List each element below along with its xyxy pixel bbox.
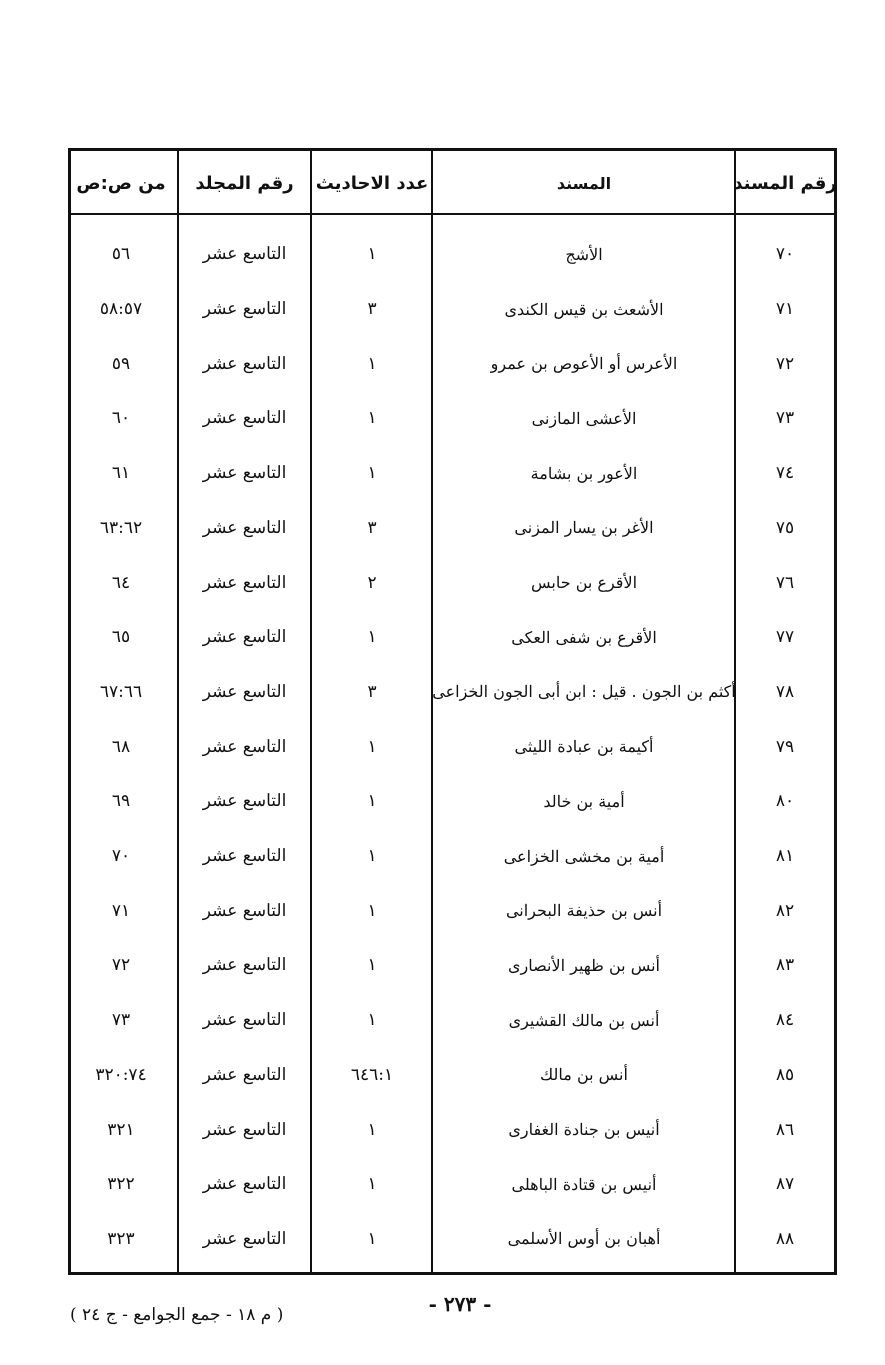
cell-musnad-number: ٧٨ xyxy=(775,681,795,702)
cell-musnad-number: ٨٨ xyxy=(775,1228,795,1249)
cell-volume: التاسع عشر xyxy=(202,353,287,374)
cell-musnad-name: الأقرع بن شفى العكى xyxy=(511,627,657,647)
cell-pages: ٦٧:٦٦ xyxy=(99,681,143,702)
cell-hadith-count: ١ xyxy=(367,627,377,648)
cell-hadith-count: ١ xyxy=(367,1174,377,1195)
cell-volume: التاسع عشر xyxy=(202,1119,287,1140)
cell-musnad-number: ٨٢ xyxy=(775,900,795,921)
cell-musnad-number: ٧٣ xyxy=(775,408,795,429)
cell-musnad-number: ٧١ xyxy=(775,299,795,320)
cell-musnad-number: ٧٦ xyxy=(775,572,795,593)
cell-volume: التاسع عشر xyxy=(202,517,287,538)
cell-volume: التاسع عشر xyxy=(202,1010,287,1031)
cell-hadith-count: ١ xyxy=(367,1010,377,1031)
header-volume: رقم المجلد xyxy=(195,172,294,194)
cell-volume: التاسع عشر xyxy=(202,791,287,812)
cell-musnad-name: أنس بن ظهير الأنصارى xyxy=(508,955,660,975)
table-row xyxy=(71,1048,834,1103)
cell-volume: التاسع عشر xyxy=(202,846,287,867)
cell-volume: التاسع عشر xyxy=(202,736,287,757)
cell-musnad-name: أكثم بن الجون . قيل : ابن أبى الجون الخزاعى xyxy=(432,682,736,702)
cell-musnad-name: أنيس بن جنادة الغفارى xyxy=(508,1120,660,1140)
cell-musnad-number: ٧٥ xyxy=(775,517,795,538)
table-row xyxy=(71,1157,834,1212)
cell-musnad-name: الأشج xyxy=(565,244,603,264)
table-row xyxy=(71,938,834,993)
cell-musnad-number: ٧٩ xyxy=(775,736,795,757)
table-row xyxy=(71,391,834,446)
cell-pages: ٥٨:٥٧ xyxy=(99,299,143,320)
cell-musnad-name: أنس بن مالك القشيرى xyxy=(508,1010,660,1030)
cell-volume: التاسع عشر xyxy=(202,244,287,265)
cell-pages: ٦٨ xyxy=(111,736,131,757)
cell-musnad-name: الأعور بن بشامة xyxy=(530,463,638,483)
table-row xyxy=(71,501,834,556)
table-row xyxy=(71,774,834,829)
cell-volume: التاسع عشر xyxy=(202,408,287,429)
cell-musnad-number: ٨٧ xyxy=(775,1174,795,1195)
cell-hadith-count: ١ xyxy=(367,846,377,867)
cell-pages: ٧٣ xyxy=(111,1010,131,1031)
table-row xyxy=(71,665,834,720)
header-musnad: المسند xyxy=(556,173,612,193)
header-musnad-number: رقم المسند xyxy=(733,172,837,194)
cell-hadith-count: ٣ xyxy=(367,681,377,702)
cell-pages: ٥٩ xyxy=(111,353,131,374)
cell-musnad-number: ٧٧ xyxy=(775,627,795,648)
cell-musnad-name: أمية بن خالد xyxy=(543,791,625,811)
cell-volume: التاسع عشر xyxy=(202,1228,287,1249)
cell-hadith-count: ١ xyxy=(367,353,377,374)
cell-musnad-number: ٨٥ xyxy=(775,1064,795,1085)
cell-hadith-count: ١ xyxy=(367,1119,377,1140)
cell-hadith-count: ١ xyxy=(367,955,377,976)
cell-volume: التاسع عشر xyxy=(202,627,287,648)
cell-musnad-number: ٧٠ xyxy=(775,244,795,265)
cell-musnad-number: ٧٤ xyxy=(775,463,795,484)
cell-pages: ٥٦ xyxy=(111,244,131,265)
cell-hadith-count: ٣ xyxy=(367,517,377,538)
cell-volume: التاسع عشر xyxy=(202,299,287,320)
volume-reference: ( م ١٨ - جمع الجوامع - ج ٢٤ ) xyxy=(70,1305,284,1325)
cell-pages: ٦٩ xyxy=(111,791,131,812)
cell-musnad-name: أنس بن حذيفة البحرانى xyxy=(505,901,663,921)
cell-hadith-count: ١ xyxy=(367,900,377,921)
cell-pages: ٧١ xyxy=(111,900,131,921)
cell-musnad-number: ٧٢ xyxy=(775,353,795,374)
table-row xyxy=(71,883,834,938)
header-pages: من ص:ص xyxy=(76,172,166,194)
cell-hadith-count: ٣ xyxy=(367,299,377,320)
cell-hadith-count: ١ xyxy=(367,736,377,757)
table-row xyxy=(71,719,834,774)
table-row xyxy=(71,446,834,501)
cell-pages: ٣٢١ xyxy=(107,1119,135,1140)
page-number: - ٢٧٣ - xyxy=(428,1292,492,1316)
table-row xyxy=(71,993,834,1048)
index-table xyxy=(68,148,837,1275)
cell-pages: ٦٣:٦٢ xyxy=(99,517,143,538)
cell-musnad-name: الأغر بن يسار المزنى xyxy=(514,518,654,538)
table-row xyxy=(71,610,834,665)
cell-musnad-name: أنس بن مالك xyxy=(540,1065,628,1085)
table-row xyxy=(71,227,834,282)
cell-volume: التاسع عشر xyxy=(202,1064,287,1085)
cell-volume: التاسع عشر xyxy=(202,681,287,702)
table-header xyxy=(71,151,837,215)
cell-hadith-count: ٢ xyxy=(367,572,377,593)
cell-pages: ٧٠ xyxy=(111,846,131,867)
cell-volume: التاسع عشر xyxy=(202,1174,287,1195)
cell-hadith-count: ١ xyxy=(367,1228,377,1249)
cell-pages: ٦١ xyxy=(111,463,131,484)
cell-musnad-name: أنيس بن قتادة الباهلى xyxy=(511,1174,657,1194)
cell-pages: ٣٢٣ xyxy=(107,1228,135,1249)
cell-musnad-name: أمية بن مخشى الخزاعى xyxy=(503,846,665,866)
cell-hadith-count: ١ xyxy=(367,408,377,429)
cell-musnad-name: الأقرع بن حابس xyxy=(531,573,638,593)
cell-pages: ٣٢٢ xyxy=(107,1174,135,1195)
cell-pages: ٦٥ xyxy=(111,627,131,648)
cell-hadith-count: ٦٤٦:١ xyxy=(350,1064,394,1085)
cell-hadith-count: ١ xyxy=(367,791,377,812)
cell-musnad-name: أهبان بن أوس الأسلمى xyxy=(507,1229,661,1249)
header-hadith-count: عدد الاحاديث xyxy=(315,172,429,194)
table-row xyxy=(71,282,834,337)
cell-musnad-number: ٨٤ xyxy=(775,1010,795,1031)
table-row xyxy=(71,829,834,884)
table-row xyxy=(71,1212,834,1267)
cell-pages: ٦٤ xyxy=(111,572,131,593)
cell-musnad-number: ٨٦ xyxy=(775,1119,795,1140)
cell-pages: ٦٠ xyxy=(111,408,131,429)
table-row xyxy=(71,336,834,391)
cell-hadith-count: ١ xyxy=(367,244,377,265)
cell-volume: التاسع عشر xyxy=(202,463,287,484)
cell-volume: التاسع عشر xyxy=(202,955,287,976)
cell-musnad-name: الأعرس أو الأعوص بن عمرو xyxy=(490,354,678,374)
cell-volume: التاسع عشر xyxy=(202,572,287,593)
table-row xyxy=(71,1102,834,1157)
cell-musnad-name: الأشعث بن قيس الكندى xyxy=(504,299,664,319)
cell-musnad-number: ٨٣ xyxy=(775,955,795,976)
cell-pages: ٣٢٠:٧٤ xyxy=(95,1064,147,1085)
cell-musnad-name: الأعشى المازنى xyxy=(531,408,637,428)
cell-musnad-number: ٨١ xyxy=(775,846,795,867)
cell-pages: ٧٢ xyxy=(111,955,131,976)
cell-hadith-count: ١ xyxy=(367,463,377,484)
cell-musnad-number: ٨٠ xyxy=(775,791,795,812)
cell-volume: التاسع عشر xyxy=(202,900,287,921)
table-row xyxy=(71,555,834,610)
cell-musnad-name: أكيمة بن عبادة الليثى xyxy=(514,737,654,757)
